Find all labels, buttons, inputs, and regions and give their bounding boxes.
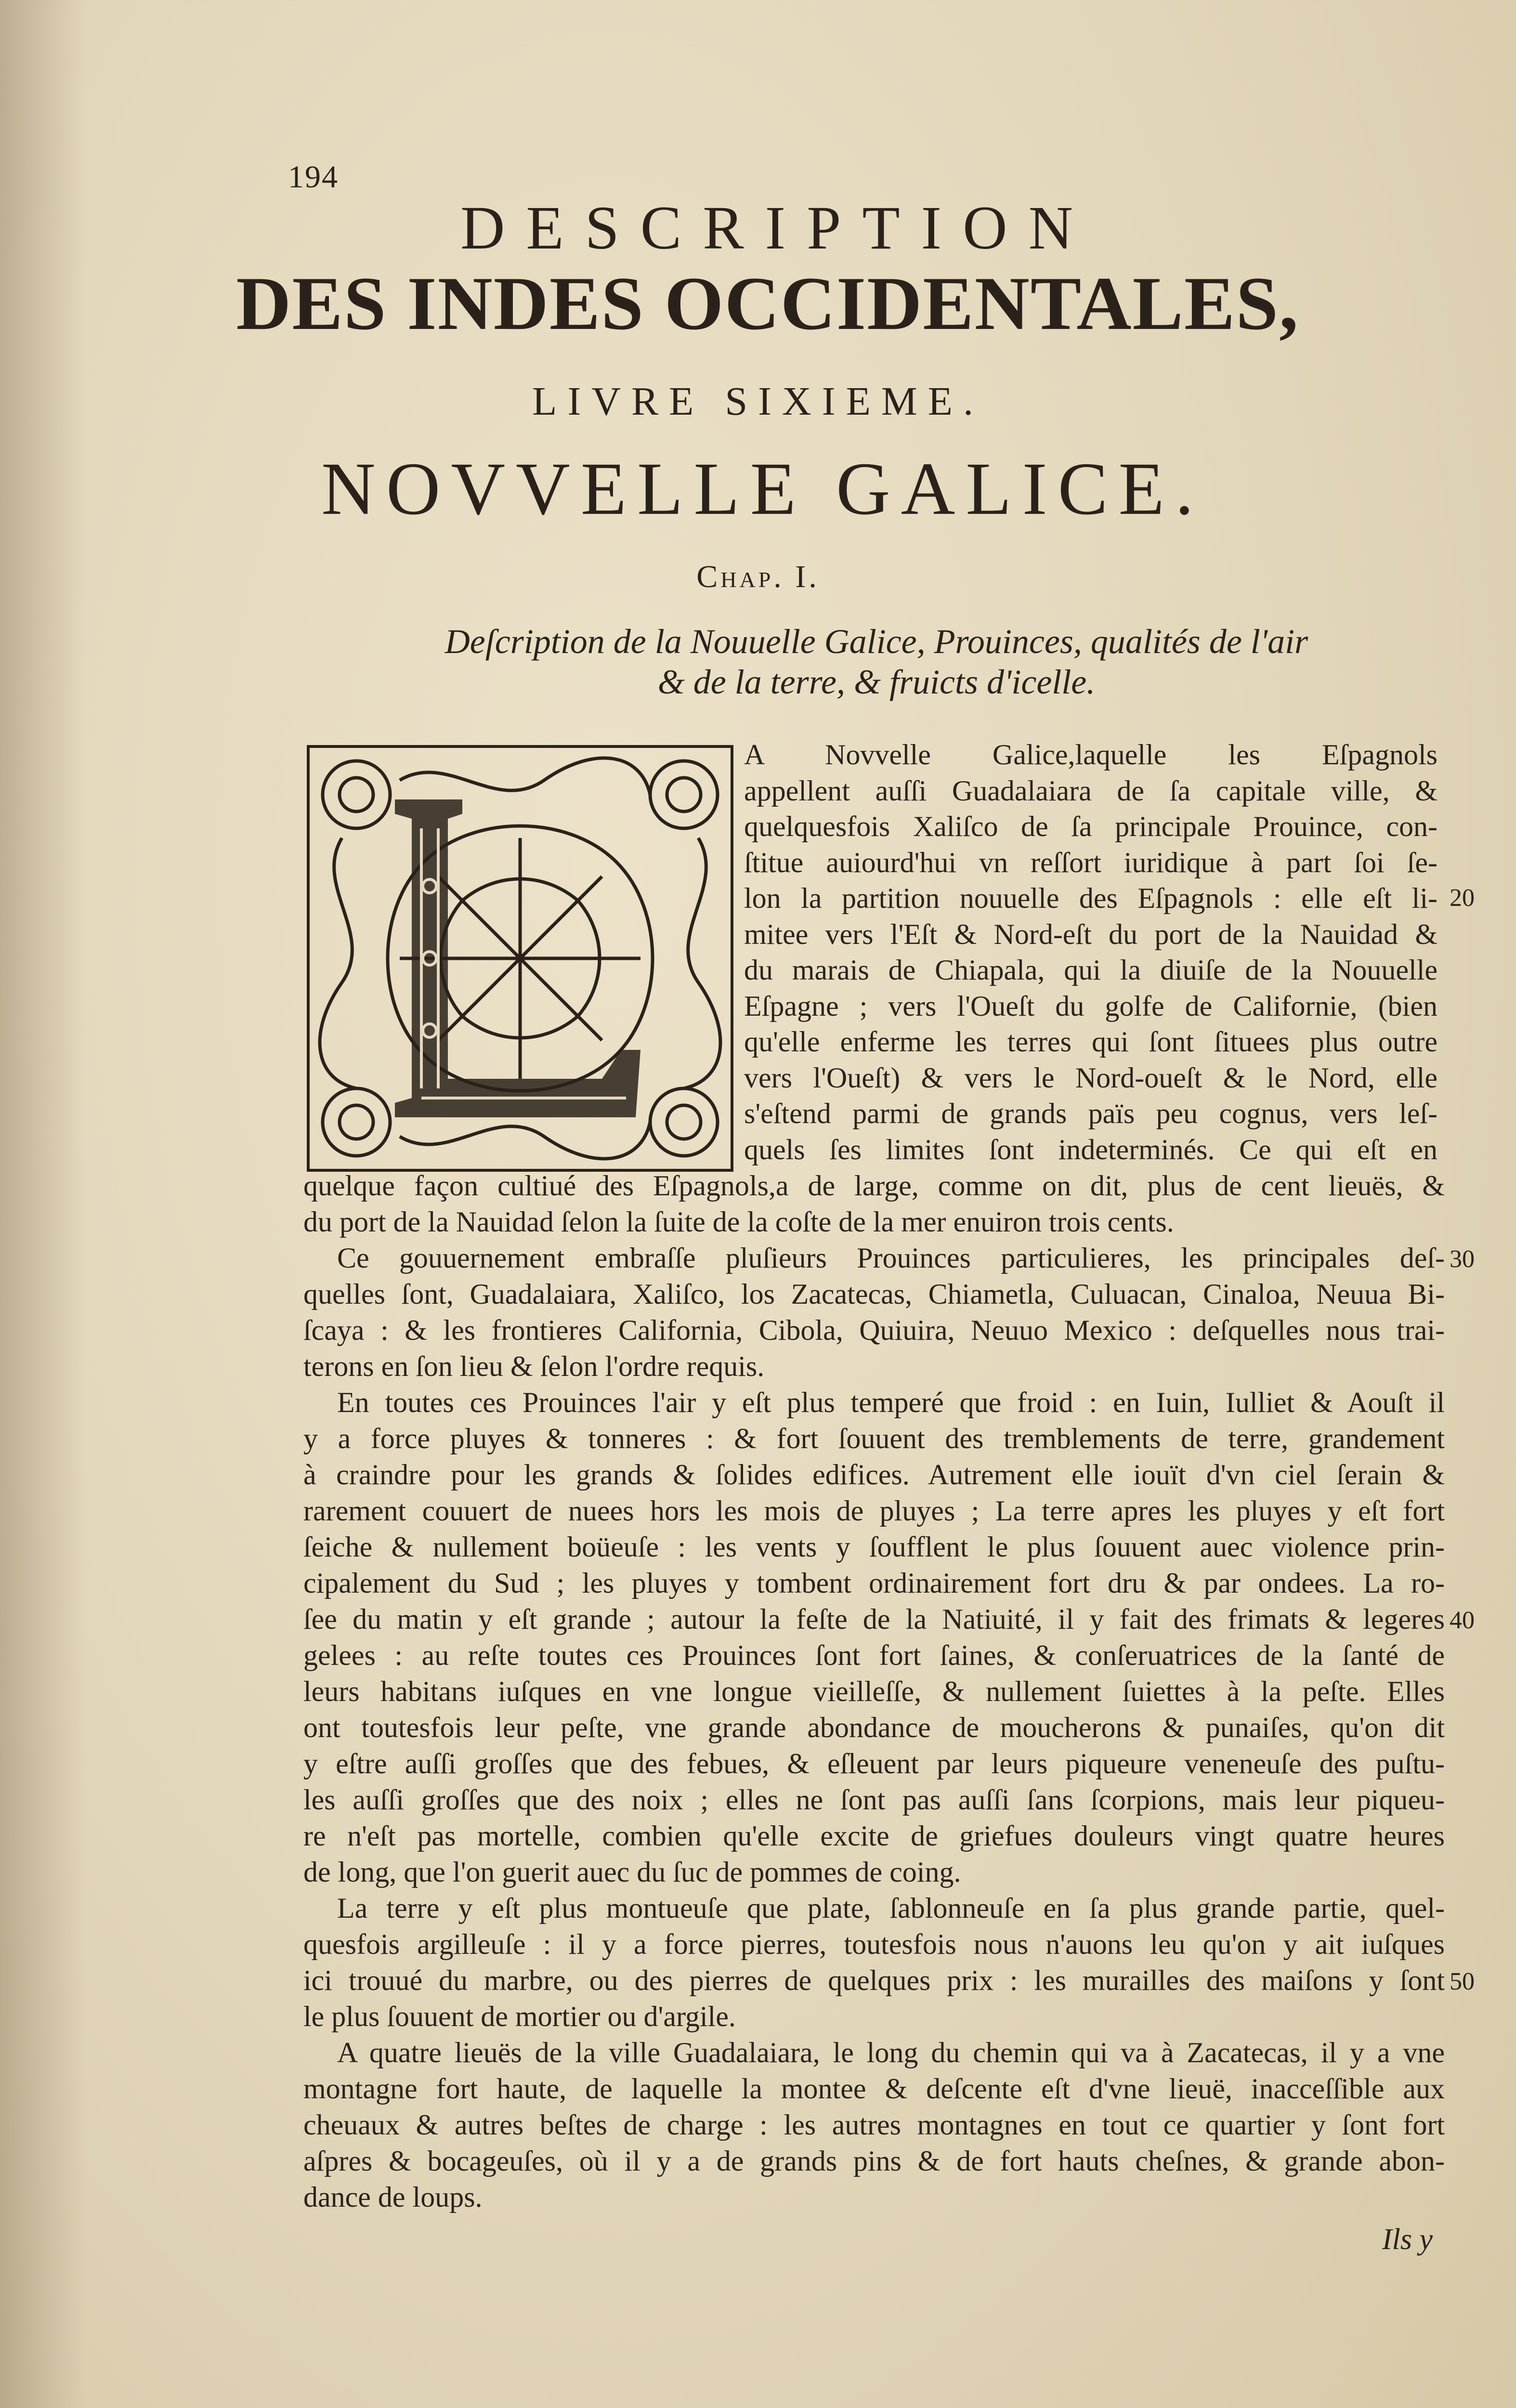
body-line: cipalement du Sud ; les pluyes y tombent ordinairement fort dru & par ondees. La ro- (303, 1567, 1445, 1599)
body-line: ſeiche & nullement boüeuſe : les vents y ſoufflent le plus ſouuent auec violence prin- (303, 1531, 1445, 1563)
title-indes-occidentales: DES INDES OCCIDENTALES, (236, 262, 1299, 346)
intro-line: ſtitue auiourd'hui vn reſſort iuridique à part ſoi ſe- (744, 846, 1438, 878)
body-line: aſpres & bocageuſes, où il y a de grands pins & de fort hauts cheſnes, & grande abon- (303, 2145, 1445, 2177)
body-line: y a force pluyes & tonneres : & fort ſouuent des tremblements de terre, grandement (303, 1423, 1445, 1454)
body-line: A quatre lieuës de la ville Guadalaiara, le long du chemin qui va à Zacatecas, il y a vne (337, 2037, 1445, 2068)
body-line: gelees : au reſte toutes ces Prouinces ſont fort ſaines, & conſeruatrices de la ſanté de (303, 1639, 1445, 1671)
intro-line: du marais de Chiapala, qui la diuiſe de la Nouuelle (744, 954, 1438, 986)
body-line: ont toutesfois leur peſte, vne grande abondance de moucherons & punaiſes, qu'on dit (303, 1712, 1445, 1743)
intro-line: lon la partition nouuelle des Eſpagnols : elle eſt li- (744, 882, 1438, 914)
body-line: En toutes ces Prouinces l'air y eſt plus temperé que froid : en Iuin, Iulliet & Aouſt il (337, 1387, 1445, 1418)
body-text (303, 1168, 1445, 2215)
body-line: La terre y eſt plus montueuſe que plate, ſablonneuſe en ſa plus grande partie, quel- (337, 1892, 1445, 1924)
body-line: re n'eſt pas mortelle, combien qu'elle excite de griefues douleurs vingt quatre heures (303, 1820, 1445, 1852)
margin-line-number: 30 (1450, 1245, 1475, 1273)
intro-line: mitee vers l'Eſt & Nord-eſt du port de la Nauidad & (744, 918, 1438, 950)
body-line: ici trouué du marbre, ou des pierres de quelques prix : les murailles des maiſons y ſont (303, 1964, 1445, 1996)
ornamental-initial-l-icon (303, 742, 737, 1175)
title-livre-sixieme: LIVRE SIXIEME. (532, 379, 984, 424)
body-line: Ce gouuernement embraſſe pluſieurs Prouinces particulieres, les principales deſ- (337, 1242, 1445, 1274)
catchword: Ils y (1382, 2223, 1433, 2256)
subtitle-line: Deſcription de la Nouuelle Galice, Prouinces, qualités de l'air (444, 622, 1308, 661)
body-line: ſee du matin y eſt grande ; autour la feſte de la Natiuité, il y fait des frimats & legeres (303, 1603, 1445, 1635)
intro-line: Eſpagne ; vers l'Oueſt du golfe de Californie, (bien (744, 990, 1438, 1022)
gutter-shadow (0, 0, 87, 2408)
title-description: DESCRIPTION (460, 194, 1095, 262)
chapter-subtitle (405, 621, 1348, 702)
margin-line-number: 20 (1450, 884, 1475, 912)
body-line: quelles ſont, Guadalaiara, Xaliſco, los Zacatecas, Chiametla, Culuacan, Cinaloa, Neuua Bi- (303, 1278, 1445, 1310)
body-line: montagne fort haute, de laquelle la montee & deſcente eſt d'vne lieuë, inacceſſible aux (303, 2073, 1445, 2105)
body-line: leurs habitans iuſques en vne longue vieilleſſe, & nullement ſuiettes à la peſte. Elles (303, 1675, 1445, 1707)
body-line: dance de loups. (303, 2181, 483, 2213)
intro-line: appellent auſſi Guadalaiara de ſa capitale ville, & (744, 774, 1438, 807)
intro-paragraph (744, 737, 1438, 1167)
body-line: du port de la Nauidad ſelon la ſuite de la coſte de la mer enuiron trois cents. (303, 1206, 1174, 1238)
body-line: ſcaya : & les frontieres California, Cibola, Quiuira, Neuuo Mexico : deſquelles nous trai- (303, 1314, 1445, 1346)
intro-line: A Novvelle Galice,laquelle les Eſpagnols (744, 739, 1438, 771)
margin-line-number: 40 (1450, 1607, 1475, 1634)
intro-line: vers l'Oueſt) & vers le Nord-oueſt & le Nord, elle (744, 1061, 1438, 1094)
margin-line-number: 50 (1450, 1968, 1475, 1995)
intro-line: s'eſtend parmi de grands païs peu cognus, vers leſ- (744, 1098, 1438, 1129)
body-line: les auſſi groſſes que des noix ; elles ne ſont pas auſſi ſans ſcorpions, mais leur piqueu- (303, 1784, 1445, 1816)
body-line: le plus ſouuent de mortier ou d'argile. (303, 2001, 736, 2032)
page-number: 194 (288, 159, 339, 195)
title-nouvelle-galice: NOVVELLE GALICE. (321, 447, 1204, 530)
body-line: rarement couuert de nuees hors les mois de pluyes ; La terre apres les pluyes y eſt fort (303, 1495, 1445, 1527)
body-line: quesfois argilleuſe : il y a force pierres, toutesfois nous n'auons leu qu'on y ait iuſques (303, 1928, 1445, 1960)
body-line: quelque façon cultiué des Eſpagnols,a de large, comme on dit, plus de cent lieuës, & (303, 1170, 1445, 1202)
intro-line: quels ſes limites ſont indeterminés. Ce qui eſt en (744, 1133, 1438, 1165)
chapter-heading: Chap. I. (696, 559, 820, 594)
intro-line: qu'elle enferme les terres qui ſont ſituees plus outre (744, 1026, 1438, 1058)
body-line: à craindre pour les grands & ſolides edifices. Autrement elle iouït d'vn ciel ſerain & (303, 1459, 1445, 1491)
body-line: y eſtre auſſi groſſes que des febues, & eſleuent par leurs piqueure veneneuſe des puſtu- (303, 1748, 1445, 1780)
body-line: terons en ſon lieu & ſelon l'ordre requis. (303, 1350, 765, 1382)
intro-line: quelquesfois Xaliſco de ſa principale Prouince, con- (744, 811, 1438, 842)
subtitle-line: & de la terre, & fruicts d'icelle. (657, 663, 1096, 701)
body-line: de long, que l'on guerit auec du ſuc de pommes de coing. (303, 1856, 961, 1888)
body-line: cheuaux & autres beſtes de charge : les autres montagnes en tout ce quartier y ſont fort (303, 2109, 1445, 2141)
